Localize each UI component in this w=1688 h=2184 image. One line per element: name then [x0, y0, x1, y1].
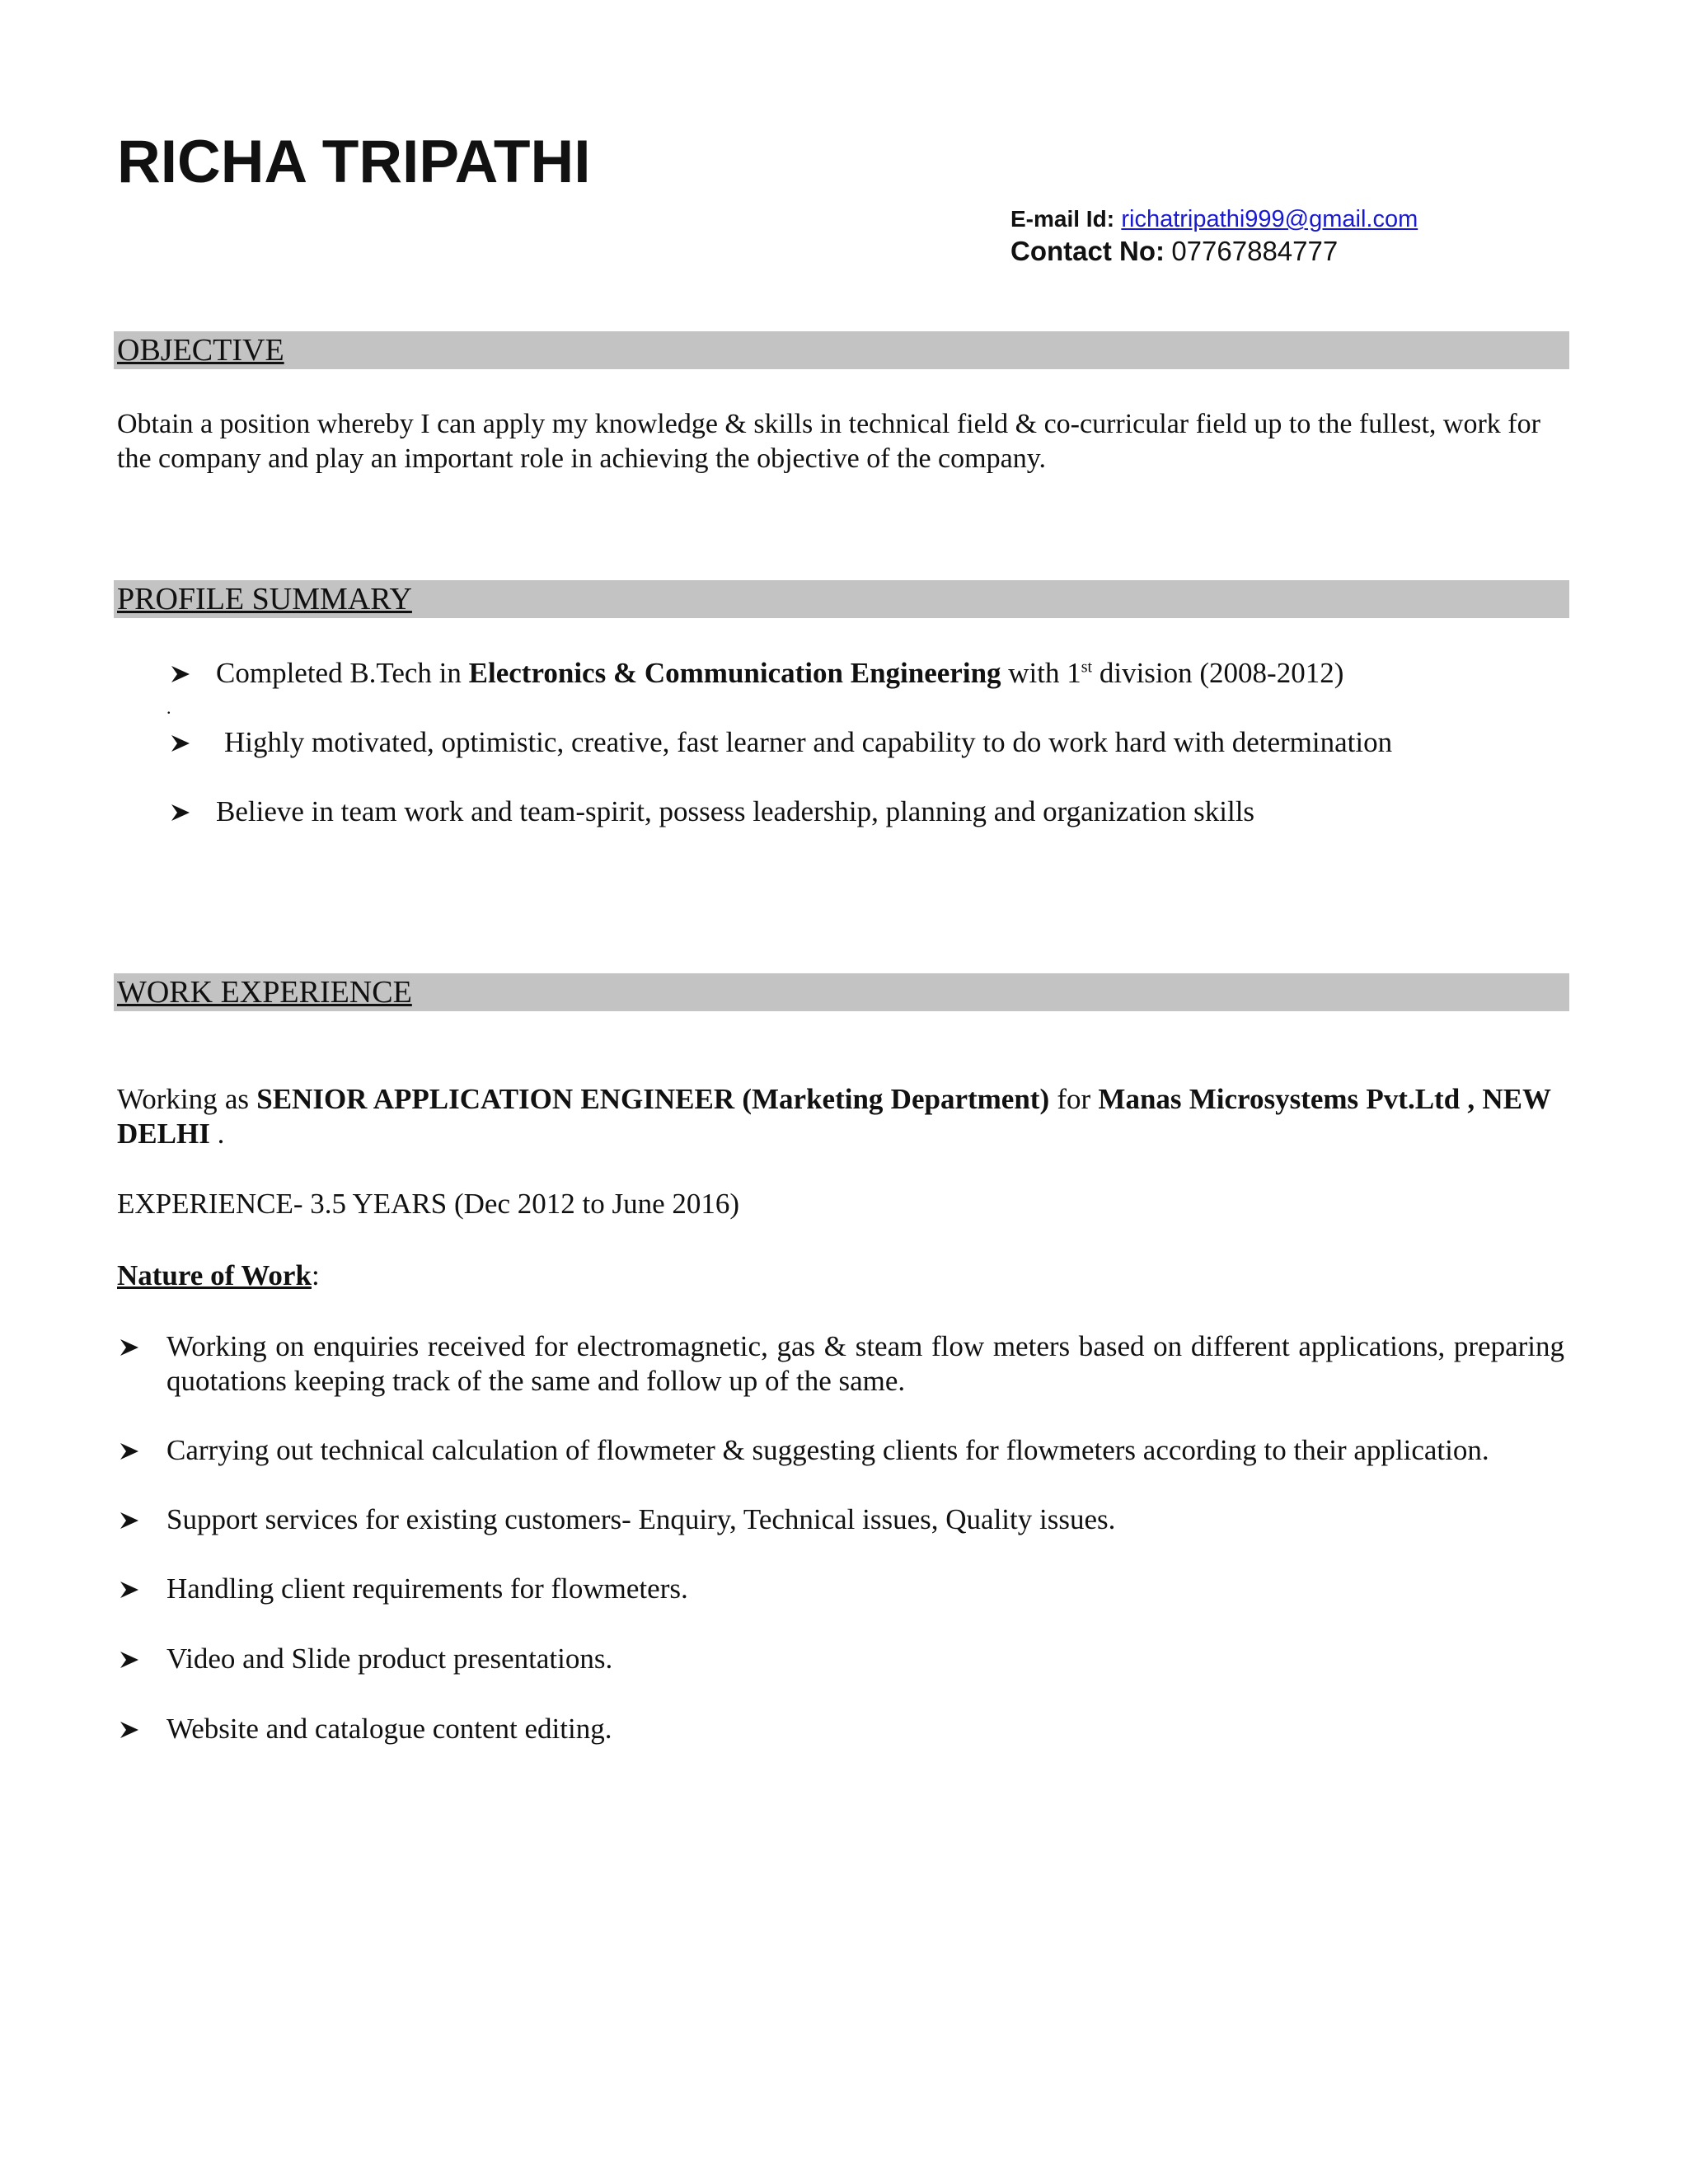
arrow-bullet-icon [119, 1441, 140, 1462]
profile-item-1-pre: Completed B.Tech in [216, 657, 469, 689]
arrow-bullet-icon [119, 1719, 140, 1741]
email-line [1010, 204, 1418, 235]
nature-colon: : [311, 1259, 320, 1291]
profile-item-2: Highly motivated, optimistic, creative, fast learner and capability to do work hard with determination [224, 726, 1393, 758]
duty-item: Working on enquiries received for electromagnetic, gas & steam flow meters based on different applications, preparing quotations keeping track of the same and follow up of the same. [166, 1330, 1564, 1397]
duty-item: Website and catalogue content editing. [166, 1713, 612, 1745]
email-label: E-mail Id: [1010, 206, 1115, 232]
candidate-name: RICHA TRIPATHI [117, 129, 591, 195]
arrow-bullet-icon [170, 733, 191, 754]
company-name: Manas Microsystems Pvt.Ltd , NEW DELHI [117, 1083, 1551, 1150]
nature-of-work-label: Nature of Work [117, 1259, 312, 1291]
work-section-bar [114, 973, 1569, 1011]
profile-item-3: Believe in team work and team-spirit, possess leadership, planning and organization skills [216, 795, 1255, 827]
arrow-bullet-icon [119, 1510, 140, 1531]
nature-of-work-heading [117, 1258, 320, 1293]
profile-item-1-post: division (2008-2012) [1092, 657, 1344, 689]
objective-text: Obtain a position whereby I can apply my knowledge & skills in technical field & co-curricular field up to the fullest, work for the company and play an important role in achieving the objective of the company. [117, 409, 1540, 474]
duty-item: Handling client requirements for flowmeters. [166, 1572, 688, 1605]
work-title: WORK EXPERIENCE [117, 975, 412, 1010]
arrow-bullet-icon [119, 1337, 140, 1358]
profile-item-1-sup: st [1081, 658, 1093, 677]
email-link[interactable]: richatripathi999@gmail.com [1121, 206, 1418, 232]
profile-title: PROFILE SUMMARY [117, 582, 412, 616]
contact-label: Contact No: [1010, 235, 1165, 266]
contact-block [1010, 204, 1418, 268]
arrow-bullet-icon [170, 802, 191, 823]
role-pre: Working as [117, 1083, 257, 1115]
profile-item-1-degree: Electronics & Communication Engineering [468, 657, 1001, 689]
objective-section-bar [114, 331, 1569, 369]
role-post: . [209, 1118, 225, 1150]
stray-dot: . [166, 697, 171, 718]
duty-item: Video and Slide product presentations. [166, 1643, 613, 1675]
arrow-bullet-icon [170, 663, 191, 685]
duty-item: Carrying out technical calculation of flowmeter & suggesting clients for flowmeters according to their application. [166, 1434, 1489, 1466]
phone-line [1010, 235, 1418, 269]
role-statement [117, 1082, 1551, 1151]
profile-item-1 [216, 656, 1343, 691]
experience-duration: EXPERIENCE- 3.5 YEARS (Dec 2012 to June 2016) [117, 1188, 740, 1220]
arrow-bullet-icon [119, 1579, 140, 1601]
duty-item: Support services for existing customers- Enquiry, Technical issues, Quality issues. [166, 1503, 1116, 1535]
arrow-bullet-icon [119, 1649, 140, 1671]
profile-item-1-mid: with 1 [1001, 657, 1081, 689]
role-mid: for [1049, 1083, 1099, 1115]
role-title: SENIOR APPLICATION ENGINEER (Marketing Department) [256, 1083, 1050, 1115]
profile-section-bar [114, 580, 1569, 618]
contact-number: 07767884777 [1171, 235, 1339, 266]
objective-title: OBJECTIVE [117, 333, 284, 368]
